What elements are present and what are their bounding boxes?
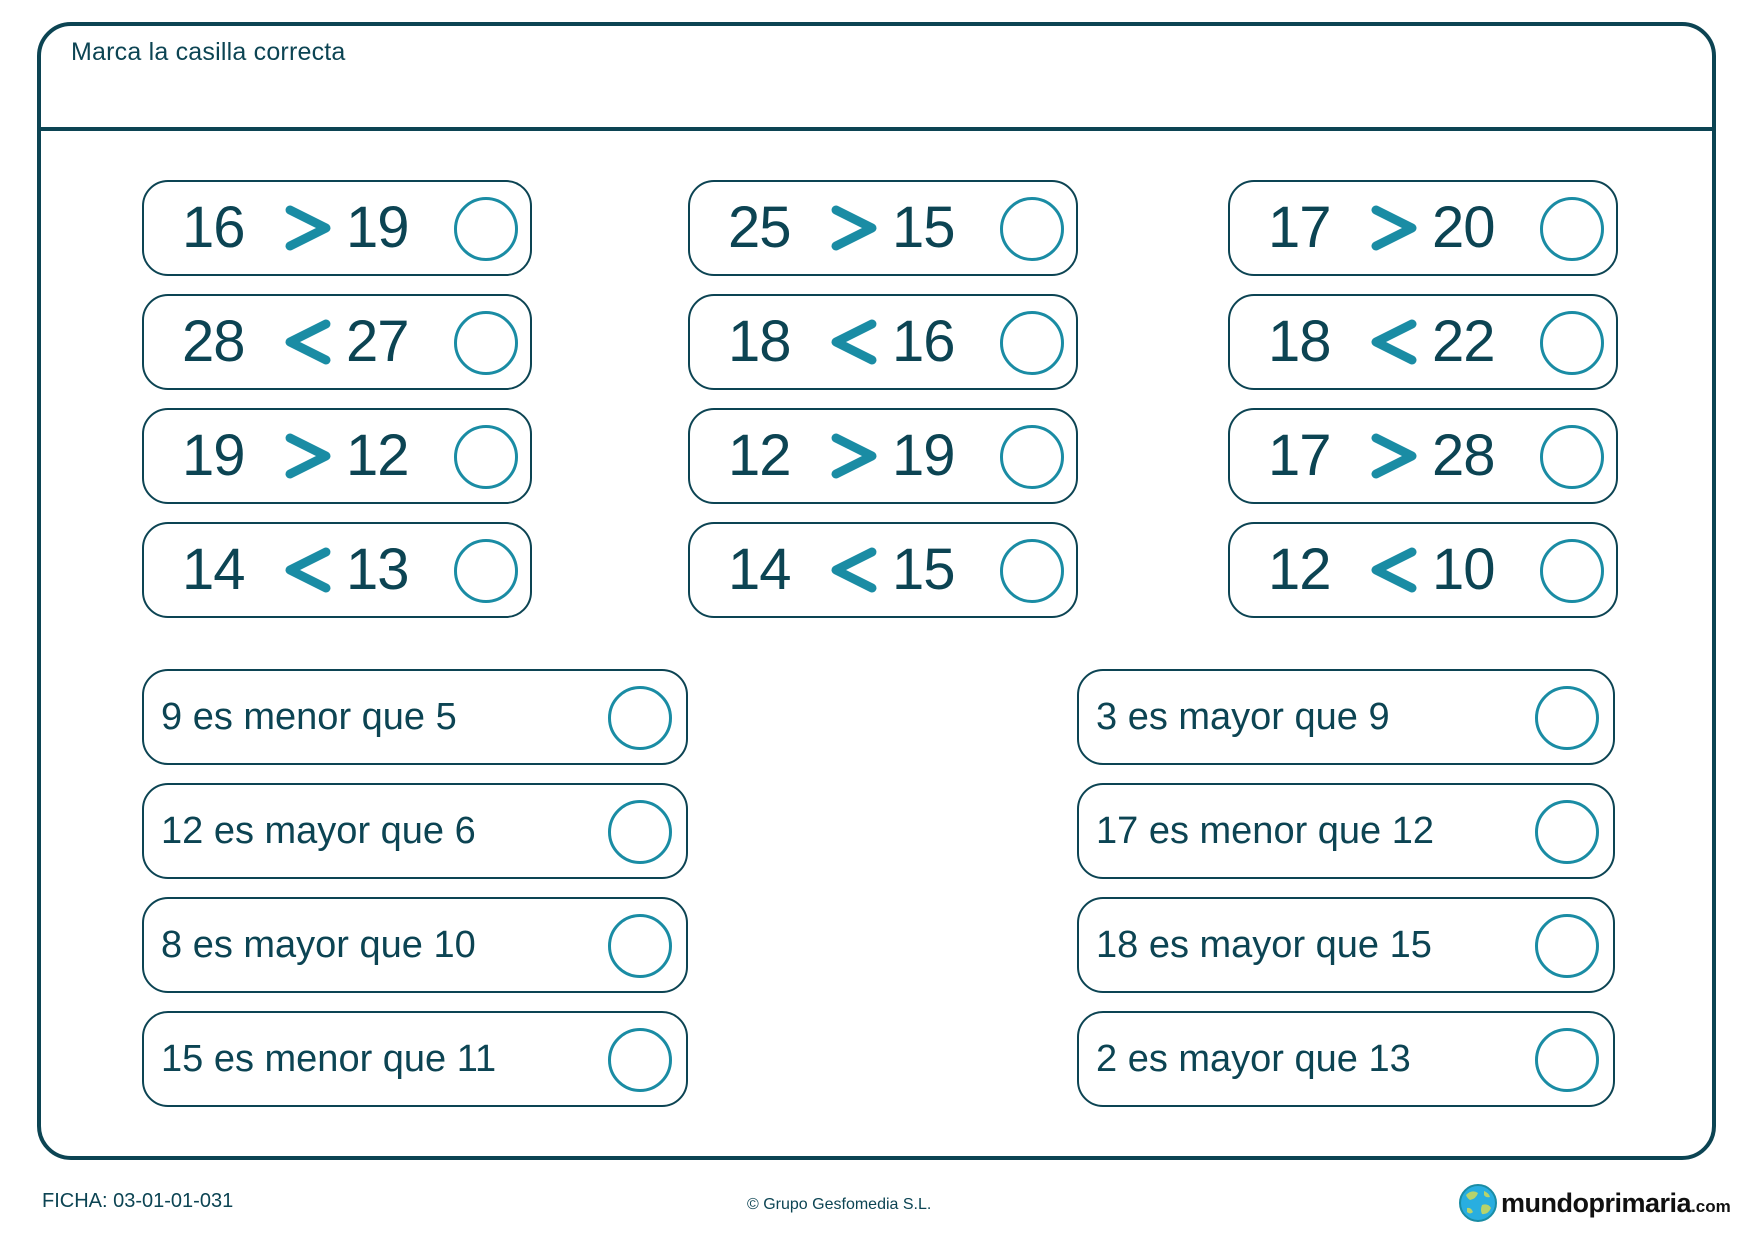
right-number: 15 [892,537,955,602]
right-number: 19 [346,195,409,260]
greater-than-icon [1368,430,1420,482]
worksheet-code: FICHA: 03-01-01-031 [42,1190,234,1212]
statement-item [1077,783,1615,879]
comparison-item [688,180,1078,276]
statement-item [1077,669,1615,765]
right-number: 27 [346,309,409,374]
statement-text: 3 es mayor que 9 [1096,696,1390,738]
globe-icon [1458,1183,1498,1223]
right-number: 28 [1432,423,1495,488]
statement-item [1077,1011,1615,1107]
greater-than-icon [282,430,334,482]
left-number: 19 [182,423,245,488]
answer-checkbox[interactable] [1540,311,1604,375]
less-than-icon [1368,544,1420,596]
answer-checkbox[interactable] [1535,800,1599,864]
right-number: 20 [1432,195,1495,260]
statement-item [142,1011,688,1107]
statement-text: 18 es mayor que 15 [1096,924,1432,966]
right-number: 10 [1432,537,1495,602]
statement-text: 9 es menor que 5 [161,696,457,738]
comparison-item [1228,522,1618,618]
greater-than-icon [828,202,880,254]
greater-than-icon [1368,202,1420,254]
answer-checkbox[interactable] [608,914,672,978]
comparison-item [1228,408,1618,504]
right-number: 16 [892,309,955,374]
answer-checkbox[interactable] [608,800,672,864]
answer-checkbox[interactable] [454,311,518,375]
statement-text: 15 es menor que 11 [161,1038,497,1080]
statement-item [142,783,688,879]
copyright-text: © Grupo Gesfomedia S.L. [747,1196,932,1213]
left-number: 17 [1268,195,1331,260]
header-divider [37,127,1716,131]
right-number: 15 [892,195,955,260]
comparison-item [1228,180,1618,276]
statement-item [142,897,688,993]
left-number: 25 [728,195,791,260]
answer-checkbox[interactable] [1535,914,1599,978]
less-than-icon [282,316,334,368]
left-number: 18 [1268,309,1331,374]
right-number: 22 [1432,309,1495,374]
left-number: 28 [182,309,245,374]
statement-text: 8 es mayor que 10 [161,924,476,966]
left-number: 14 [728,537,791,602]
answer-checkbox[interactable] [1540,425,1604,489]
answer-checkbox[interactable] [1000,425,1064,489]
statement-item [1077,897,1615,993]
less-than-icon [1368,316,1420,368]
left-number: 16 [182,195,245,260]
greater-than-icon [828,430,880,482]
greater-than-icon [282,202,334,254]
comparison-item [688,522,1078,618]
instruction-title: Marca la casilla correcta [71,38,346,66]
right-number: 12 [346,423,409,488]
answer-checkbox[interactable] [1000,197,1064,261]
less-than-icon [828,316,880,368]
answer-checkbox[interactable] [1535,686,1599,750]
answer-checkbox[interactable] [1535,1028,1599,1092]
answer-checkbox[interactable] [1000,539,1064,603]
statement-text: 17 es menor que 12 [1096,810,1435,852]
left-number: 12 [1268,537,1331,602]
right-number: 19 [892,423,955,488]
answer-checkbox[interactable] [1000,311,1064,375]
answer-checkbox[interactable] [608,686,672,750]
left-number: 14 [182,537,245,602]
answer-checkbox[interactable] [1540,197,1604,261]
statement-text: 12 es mayor que 6 [161,810,476,852]
comparison-item [688,408,1078,504]
answer-checkbox[interactable] [454,197,518,261]
comparison-item [142,294,532,390]
left-number: 12 [728,423,791,488]
logo-tld: .com [1691,1197,1731,1216]
logo-brand: mundoprimaria [1501,1187,1692,1218]
left-number: 18 [728,309,791,374]
answer-checkbox[interactable] [608,1028,672,1092]
comparison-item [142,180,532,276]
left-number: 17 [1268,423,1331,488]
answer-checkbox[interactable] [1540,539,1604,603]
less-than-icon [282,544,334,596]
comparison-item [142,522,532,618]
mundoprimaria-logo [1458,1183,1731,1223]
comparison-item [142,408,532,504]
statement-item [142,669,688,765]
statement-text: 2 es mayor que 13 [1096,1038,1411,1080]
comparison-item [688,294,1078,390]
right-number: 13 [346,537,409,602]
answer-checkbox[interactable] [454,425,518,489]
less-than-icon [828,544,880,596]
comparison-item [1228,294,1618,390]
answer-checkbox[interactable] [454,539,518,603]
